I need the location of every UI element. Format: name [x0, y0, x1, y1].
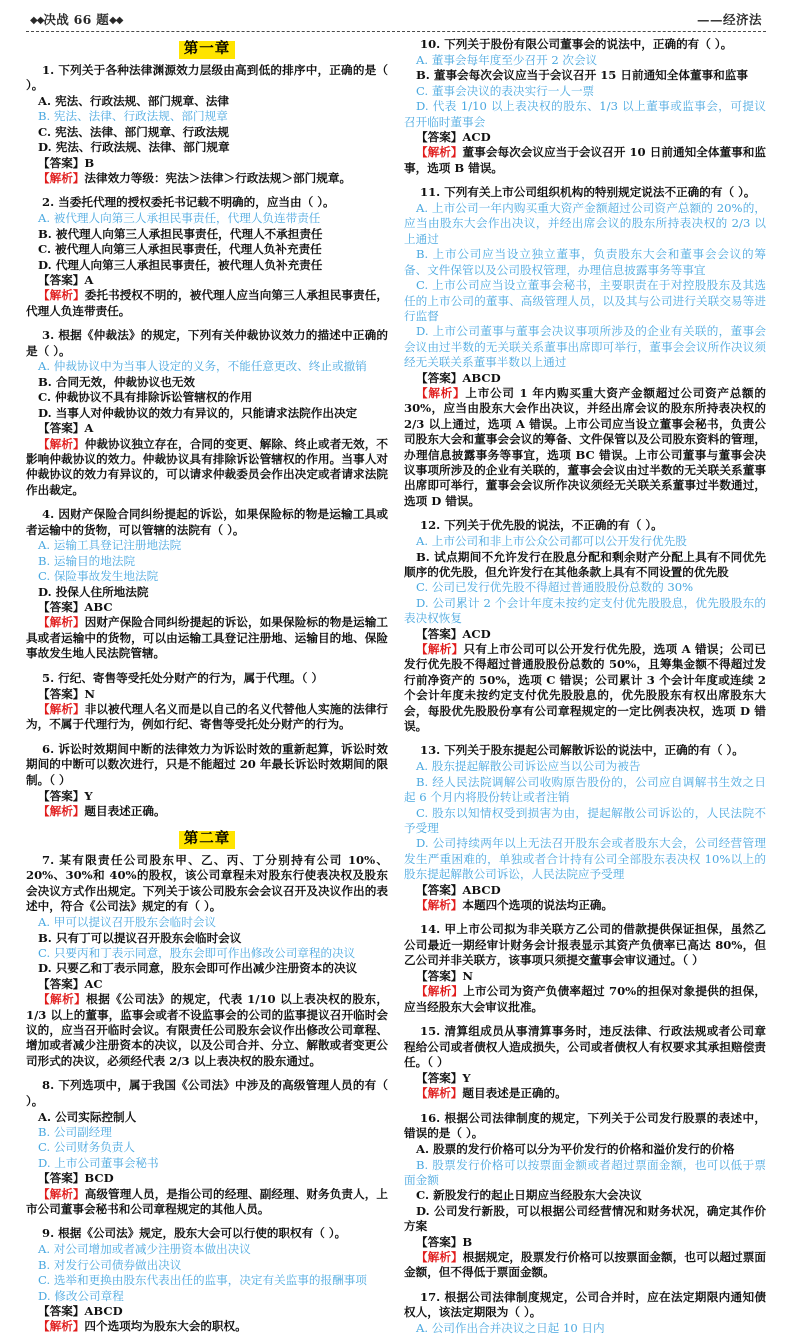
explanation-line [404, 1086, 766, 1101]
explanation-tag: 【解析】 [38, 1186, 85, 1201]
question-option[interactable]: A. 对公司增加或者减少注册资本做出决议 [38, 1242, 251, 1257]
question-block [26, 63, 388, 187]
answer-line [404, 883, 766, 898]
question-option[interactable]: A. 股票的发行价格可以分为平价发行的价格和溢价发行的价格 [416, 1142, 735, 1157]
answer-tag: 【答案】 [38, 788, 85, 803]
answer-tag: 【答案】 [38, 686, 85, 701]
question-option[interactable]: C. 上市公司应当设立董事会秘书，主要职责在于对控股股东及其选任的上市公司的董事、高级管理人员，以及其与公司进行关联交易等进行监督 [404, 278, 766, 323]
explanation-text: 非以被代理人名义而是以自己的名义代替他人实施的法律行为，不属于代理行为，例如行纪、寄售等受托处分财产的行为。 [26, 702, 388, 732]
answer-value: ACD [462, 129, 491, 144]
question-option[interactable]: C. 股东以知情权受到损害为由，提起解散公司诉讼的，人民法院不予受理 [404, 805, 766, 835]
explanation-text: 根据《公司法》的规定，代表 1/10 以上表决权的股东，1/3 以上的董事，监事会或者不设监事会的公司的监事提议召开临时会议的，应当召开临时会议。有限责任公司股东会议作出修改公司章程、增加或者减少注册资本的决议，以及公司合并、分立、解散或者变更公司形式的决议，必须经代表 2/3 以上表决权的股东通过。 [26, 992, 388, 1068]
question-block [26, 507, 388, 662]
question-option[interactable]: A. 运输工具登记注册地法院 [38, 538, 182, 553]
question-block [26, 1226, 388, 1334]
question-option[interactable]: A. 宪法、行政法规、部门规章、法律 [38, 93, 229, 108]
question-stem: 12. 下列关于优先股的说法，不正确的有（ ）。 [420, 518, 663, 533]
explanation-line [26, 702, 388, 733]
chapter-heading [26, 38, 388, 59]
question-option[interactable]: A. 公司作出合并决议之日起 10 日内 [416, 1321, 605, 1336]
question-option[interactable]: D. 宪法、行政法规、法律、部门规章 [38, 140, 230, 155]
question-block [26, 1078, 388, 1217]
explanation-line [26, 804, 388, 819]
question-option[interactable]: C. 董事会决议的表决实行一人一票 [416, 83, 595, 98]
question-stem: 10. 下列关于股份有限公司董事会的说法中，正确的有（ ）。 [420, 37, 733, 51]
explanation-line [404, 898, 766, 913]
explanation-text: 根据规定，股票发行价格可以按票面金额，也可以超过票面金额，但不得低于票面金额。 [404, 1249, 766, 1280]
explanation-tag: 【解析】 [416, 1086, 463, 1101]
explanation-line [404, 642, 766, 734]
question-option[interactable]: C. 被代理人向第三人承担民事责任，代理人负补充责任 [38, 242, 322, 257]
question-option[interactable]: B. 试点期间不允许发行在股息分配和剩余财产分配上具有不同优先顺序的优先股，但允许发行在其他条款上具有不同设置的优先股 [404, 549, 766, 579]
answer-value: Y [462, 1071, 471, 1085]
answer-value: Y [84, 788, 93, 803]
explanation-text: 本题四个选项的说法均正确。 [462, 897, 614, 912]
explanation-line [26, 437, 388, 499]
question-option[interactable]: D. 投保人住所地法院 [38, 584, 149, 599]
question-option[interactable]: C. 公司已发行优先股不得超过普通股股份总数的 30% [416, 580, 694, 595]
question-block [404, 518, 766, 734]
question-stem: 11. 下列有关上市公司组织机构的特别规定说法不正确的有（ ）。 [420, 185, 756, 200]
answer-line [404, 969, 766, 984]
question-block [404, 37, 766, 176]
explanation-tag: 【解析】 [416, 984, 464, 999]
question-stem: 6. 诉讼时效期间中断的法律效力为诉讼时效的重新起算，诉讼时效期间的中断可以数次进行，只是不能超过 20 年最长诉讼时效期间的限制。（ ） [26, 741, 388, 787]
question-stem: 13. 下列关于股东提起公司解散诉讼的说法中，正确的有（ ）。 [420, 743, 744, 758]
question-stem: 9. 根据《公司法》规定，股东大会可以行使的职权有（ ）。 [42, 1226, 347, 1241]
answer-line [404, 371, 766, 386]
header-subject: ——经济法 [696, 12, 762, 27]
question-block [404, 743, 766, 913]
question-option[interactable]: A. 被代理人向第三人承担民事责任，代理人负连带责任 [38, 211, 321, 226]
two-column-body [26, 37, 766, 1336]
explanation-tag: 【解析】 [416, 897, 463, 912]
explanation-text: 四个选项均为股东大会的职权。 [84, 1319, 247, 1334]
explanation-text: 仲裁协议独立存在，合同的变更、解除、终止或者无效，不影响仲裁协议的效力。仲裁协议具有排除诉讼管辖权的作用。当事人对仲裁协议的效力有异议的，可以请求仲裁委员会作出决定或者请求法院作出裁定。 [26, 436, 388, 497]
chapter-heading-label: 第二章 [179, 831, 236, 849]
explanation-line [26, 288, 388, 319]
answer-value: ABCD [462, 370, 501, 385]
explanation-line [26, 1319, 388, 1334]
explanation-line [26, 1187, 388, 1218]
question-option[interactable]: D. 公司累计 2 个会计年度未按约定支付优先股股息，优先股股东的表决权恢复 [404, 595, 766, 626]
question-block [26, 853, 388, 1069]
explanation-text: 法律效力等级：宪法＞法律＞行政法规＞部门规章。 [84, 171, 352, 186]
answer-tag: 【答案】 [416, 370, 463, 385]
answer-line [404, 627, 766, 642]
question-stem: 1. 下列关于各种法律渊源效力层级由高到低的排序中，正确的是（ ）。 [26, 62, 388, 93]
explanation-tag: 【解析】 [38, 992, 87, 1007]
answer-value: N [84, 686, 95, 701]
question-block [26, 328, 388, 498]
question-stem: 5. 行纪、寄售等受托处分财产的行为，属于代理。（ ） [42, 670, 324, 685]
answer-tag: 【答案】 [416, 129, 463, 144]
question-option[interactable]: C. 公司财务负责人 [38, 1140, 135, 1155]
question-stem: 7. 某有限责任公司股东甲、乙、丙、丁分别持有公司 10%、20%、30%和 40%的股权，该公司章程未对股东行使表决权及股东会决议方式作出规定。下列关于该公司股东会会议召开及决议作出的表述中，符合《公司法》规定的有（ ）。 [26, 853, 388, 914]
answer-value: A [84, 272, 94, 287]
question-option[interactable]: B. 董事会每次会议应当于会议召开 15 日前通知全体董事和监事 [416, 68, 748, 83]
question-option[interactable]: D. 当事人对仲裁协议的效力有异议的，只能请求法院作出决定 [38, 405, 358, 420]
explanation-text: 因财产保险合同纠纷提起的诉讼，如果保险标的物是运输工具或者运输中的货物，可以由运输工具登记注册地、运输目的地、保险事故发生地人民法院管辖。 [26, 615, 388, 661]
question-option[interactable]: D. 代表 1/10 以上表决权的股东、1/3 以上董事或监事会，可提议召开临时董事会 [404, 99, 766, 129]
chapter-heading [26, 828, 388, 849]
answer-tag: 【答案】 [38, 600, 85, 615]
answer-value: A [84, 421, 94, 436]
question-option[interactable]: C. 新股发行的起止日期应当经股东大会决议 [416, 1188, 642, 1203]
question-block [26, 195, 388, 319]
chapter-heading-label: 第一章 [179, 41, 236, 59]
explanation-tag: 【解析】 [38, 1319, 85, 1334]
explanation-tag: 【解析】 [416, 641, 464, 656]
explanation-tag: 【解析】 [38, 803, 85, 818]
question-block [404, 1024, 766, 1102]
question-option[interactable]: C. 选举和更换由股东代表出任的监事，决定有关监事的报酬事项 [38, 1273, 367, 1288]
answer-tag: 【答案】 [38, 272, 85, 287]
question-option[interactable]: D. 代理人向第三人承担民事责任，被代理人负补充责任 [38, 257, 323, 272]
question-block [404, 922, 766, 1015]
diamond-ornament-left: ◆◆ [30, 15, 44, 26]
answer-value: N [462, 969, 473, 984]
question-option[interactable]: A. 仲裁协议中为当事人设定的义务，不能任意更改、终止或撤销 [38, 359, 367, 374]
question-option[interactable]: A. 股东提起解散公司诉讼应当以公司为被告 [416, 759, 641, 774]
answer-tag: 【答案】 [38, 1303, 85, 1318]
question-option[interactable]: B. 公司副经理 [38, 1124, 112, 1139]
answer-tag: 【答案】 [416, 882, 463, 897]
question-option[interactable]: C. 仲裁协议不具有排除诉讼管辖权的作用 [38, 390, 253, 405]
question-option[interactable]: D. 公司发行新股，可以根据公司经营情况和财务状况，确定其作价方案 [404, 1203, 766, 1234]
answer-value: AC [84, 976, 103, 991]
answer-value: BCD [84, 1171, 114, 1186]
question-option[interactable]: A. 上市公司和非上市公众公司都可以公开发行优先股 [416, 534, 687, 549]
answer-line [26, 421, 388, 436]
explanation-text: 只有上市公司可以公开发行优先股，选项 A 错误；公司已发行优先股不得超过普通股股份总数的 50%，且筹集金额不得超过发行前净资产的 50%，选项 C 错误；公司累计 3 个会计年度或连续 2 个会计年度未按约定支付优先股股息的，优先股股东有权出席股东大会，每股优先股股份享有公司章程规定的一定比例表决权，选项 D 错误。 [404, 641, 766, 733]
explanation-line [404, 386, 766, 509]
explanation-text: 委托书授权不明的，被代理人应当向第三人承担民事责任，代理人负连带责任。 [26, 288, 388, 318]
answer-tag: 【答案】 [38, 1171, 85, 1186]
answer-line [404, 130, 766, 145]
answer-line [26, 789, 388, 804]
question-option[interactable]: C. 宪法、法律、部门规章、行政法规 [38, 124, 230, 139]
explanation-text: 题目表述正确。 [84, 803, 166, 818]
explanation-tag: 【解析】 [38, 171, 85, 186]
explanation-text: 董事会每次会议应当于会议召开 10 日前通知全体董事和监事，选项 B 错误。 [404, 145, 766, 175]
explanation-line [26, 171, 388, 186]
question-block [404, 1290, 766, 1337]
answer-line [404, 1071, 766, 1086]
answer-tag: 【答案】 [38, 976, 85, 991]
right-column [404, 37, 766, 1336]
answer-line [404, 1235, 766, 1250]
answer-tag: 【答案】 [38, 155, 85, 170]
question-option[interactable]: D. 修改公司章程 [38, 1288, 124, 1303]
answer-value: ABCD [462, 882, 501, 897]
question-stem: 17. 根据公司法律制度规定，公司合并时，应在法定期限内通知债权人，该法定期限为（ ）。 [404, 1289, 766, 1320]
question-option[interactable]: A. 甲可以提议召开股东会临时会议 [38, 915, 217, 930]
question-block [404, 1111, 766, 1281]
explanation-text: 高级管理人员，是指公司的经理、副经理、财务负责人，上市公司董事会秘书和公司章程规定的其他人员。 [26, 1186, 388, 1216]
question-option[interactable]: A. 上市公司一年内购买重大资产金额超过公司资产总额的 20%的，应当由股东大会作出决议，并经出席会议的股东所持表决权的 2/3 以上通过 [404, 201, 766, 246]
explanation-tag: 【解析】 [416, 145, 463, 160]
question-stem: 16. 根据公司法律制度的规定，下列关于公司发行股票的表述中，错误的是（ ）。 [404, 1110, 766, 1141]
explanation-tag: 【解析】 [38, 702, 85, 717]
answer-tag: 【答案】 [416, 626, 463, 641]
question-option[interactable]: B. 被代理人向第三人承担民事责任，代理人不承担责任 [38, 226, 323, 241]
answer-tag: 【答案】 [416, 1071, 463, 1085]
question-stem: 15. 清算组成员从事清算事务时，违反法律、行政法规或者公司章程给公司或者债权人造成损失，公司或者债权人有权要求其承担赔偿责任。（ ） [404, 1024, 766, 1070]
page-header [26, 10, 766, 31]
question-option[interactable]: B. 股票发行价格可以按票面金额或者超过票面金额，也可以低于票面金额 [404, 1157, 766, 1187]
answer-line [26, 156, 388, 171]
left-column [26, 37, 388, 1334]
explanation-line [26, 615, 388, 661]
question-option[interactable]: B. 经人民法院调解公司收购原告股份的，公司应自调解书生效之日起 6 个月内将股份转让或者注销 [404, 774, 766, 805]
question-stem: 3. 根据《仲裁法》的规定，下列有关仲裁协议效力的描述中正确的是（ ）。 [26, 328, 388, 358]
answer-tag: 【答案】 [416, 969, 463, 984]
answer-line [26, 1304, 388, 1319]
explanation-line [404, 1250, 766, 1281]
explanation-line [26, 992, 388, 1069]
question-option[interactable]: B. 运输目的地法院 [38, 553, 136, 568]
explanation-text: 上市公司为资产负债率超过 70%的担保对象提供的担保，应当经股东大会审议批准。 [404, 984, 766, 1014]
question-block [404, 185, 766, 509]
explanation-text: 题目表述是正确的。 [462, 1086, 567, 1101]
question-option[interactable]: D. 公司持续两年以上无法召开股东会或者股东大会，公司经营管理发生严重困难的，单独或者合计持有公司全部股东表决权 10%以上的股东提起解散公司诉讼，人民法院应予受理 [404, 836, 766, 882]
question-option[interactable]: C. 保险事故发生地法院 [38, 569, 159, 584]
answer-line [26, 687, 388, 702]
explanation-tag: 【解析】 [38, 436, 85, 451]
header-left [30, 10, 122, 28]
header-title: 决战 66 题 [43, 12, 110, 27]
question-option[interactable]: B. 合同无效，仲裁协议也无效 [38, 374, 195, 389]
explanation-line [404, 984, 766, 1015]
question-option[interactable]: B. 只有丁可以提议召开股东会临时会议 [38, 930, 242, 945]
explanation-tag: 【解析】 [38, 615, 85, 630]
question-block [26, 742, 388, 820]
explanation-line [404, 145, 766, 176]
answer-value: B [84, 155, 95, 170]
answer-tag: 【答案】 [38, 421, 85, 436]
question-option[interactable]: A. 董事会每年度至少召开 2 次会议 [416, 52, 598, 67]
explanation-tag: 【解析】 [416, 385, 466, 400]
question-option[interactable]: A. 公司实际控制人 [38, 1109, 137, 1124]
explanation-tag: 【解析】 [416, 1249, 463, 1264]
answer-line [26, 273, 388, 288]
question-option[interactable]: C. 只要丙和丁表示同意，股东会即可作出修改公司章程的决议 [38, 945, 356, 960]
header-divider [26, 31, 766, 32]
explanation-text: 上市公司 1 年内购买重大资产金额超过公司资产总额的 30%，应当由股东大会作出决议，并经出席会议的股东所持表决权的 2/3 以上通过，选项 A 错误。上市公司应当设立董事会秘书，负责公司股东大会和董事会会议的筹备、文件保管以及公司股东资料的管理，办理信息披露事务等事宜，选项 BC 错误。上市公司董事与董事会决议事项所涉及的企业有关联的，董事会会议由过半数的无关联关系董事出席即可举行，董事会会议所作决议须经无关联关系董事过半数通过，选项 D 错误。 [404, 385, 766, 508]
question-option[interactable]: D. 只要乙和丁表示同意，股东会即可作出减少注册资本的决议 [38, 961, 358, 976]
question-stem: 14. 甲上市公司拟为非关联方乙公司的借款提供保证担保，虽然乙公司最近一期经审计财务会计报表显示其资产负债率已高达 80%，但乙公司并非关联方，该事项只须提交董事会审议通过。（ ） [404, 922, 766, 968]
answer-line [26, 977, 388, 992]
diamond-ornament-right: ◆◆ [109, 15, 123, 26]
answer-tag: 【答案】 [416, 1234, 463, 1249]
question-stem: 4. 因财产保险合同纠纷提起的诉讼，如果保险标的物是运输工具或者运输中的货物，可以管辖的法院有（ ）。 [26, 507, 388, 537]
answer-value: ACD [462, 626, 491, 641]
answer-value: ABC [84, 600, 113, 615]
question-option[interactable]: B. 宪法、法律、行政法规、部门规章 [38, 109, 228, 124]
question-block [26, 671, 388, 733]
answer-line [26, 1171, 388, 1186]
answer-line [26, 600, 388, 615]
question-stem: 8. 下列选项中，属于我国《公司法》中涉及的高级管理人员的有（ ）。 [26, 1078, 388, 1108]
question-stem: 2. 当委托代理的授权委托书记载不明确的，应当由（ ）。 [42, 195, 335, 210]
question-option[interactable]: B. 对发行公司债券做出决议 [38, 1257, 182, 1272]
explanation-tag: 【解析】 [38, 288, 85, 303]
question-option[interactable]: D. 上市公司董事会秘书 [38, 1155, 159, 1170]
answer-value: ABCD [84, 1303, 123, 1318]
question-option[interactable]: B. 上市公司应当设立独立董事，负责股东大会和董事会会议的筹备、文件保管以及公司股权管理，办理信息披露事务等事宜 [404, 247, 766, 277]
question-option[interactable]: D. 上市公司董事与董事会决议事项所涉及的企业有关联的，董事会会议由过半数的无关联关系董事出席即可举行，董事会会议所作决议须经无关联关系董事半数以上通过 [404, 324, 766, 370]
answer-value: B [462, 1234, 473, 1249]
